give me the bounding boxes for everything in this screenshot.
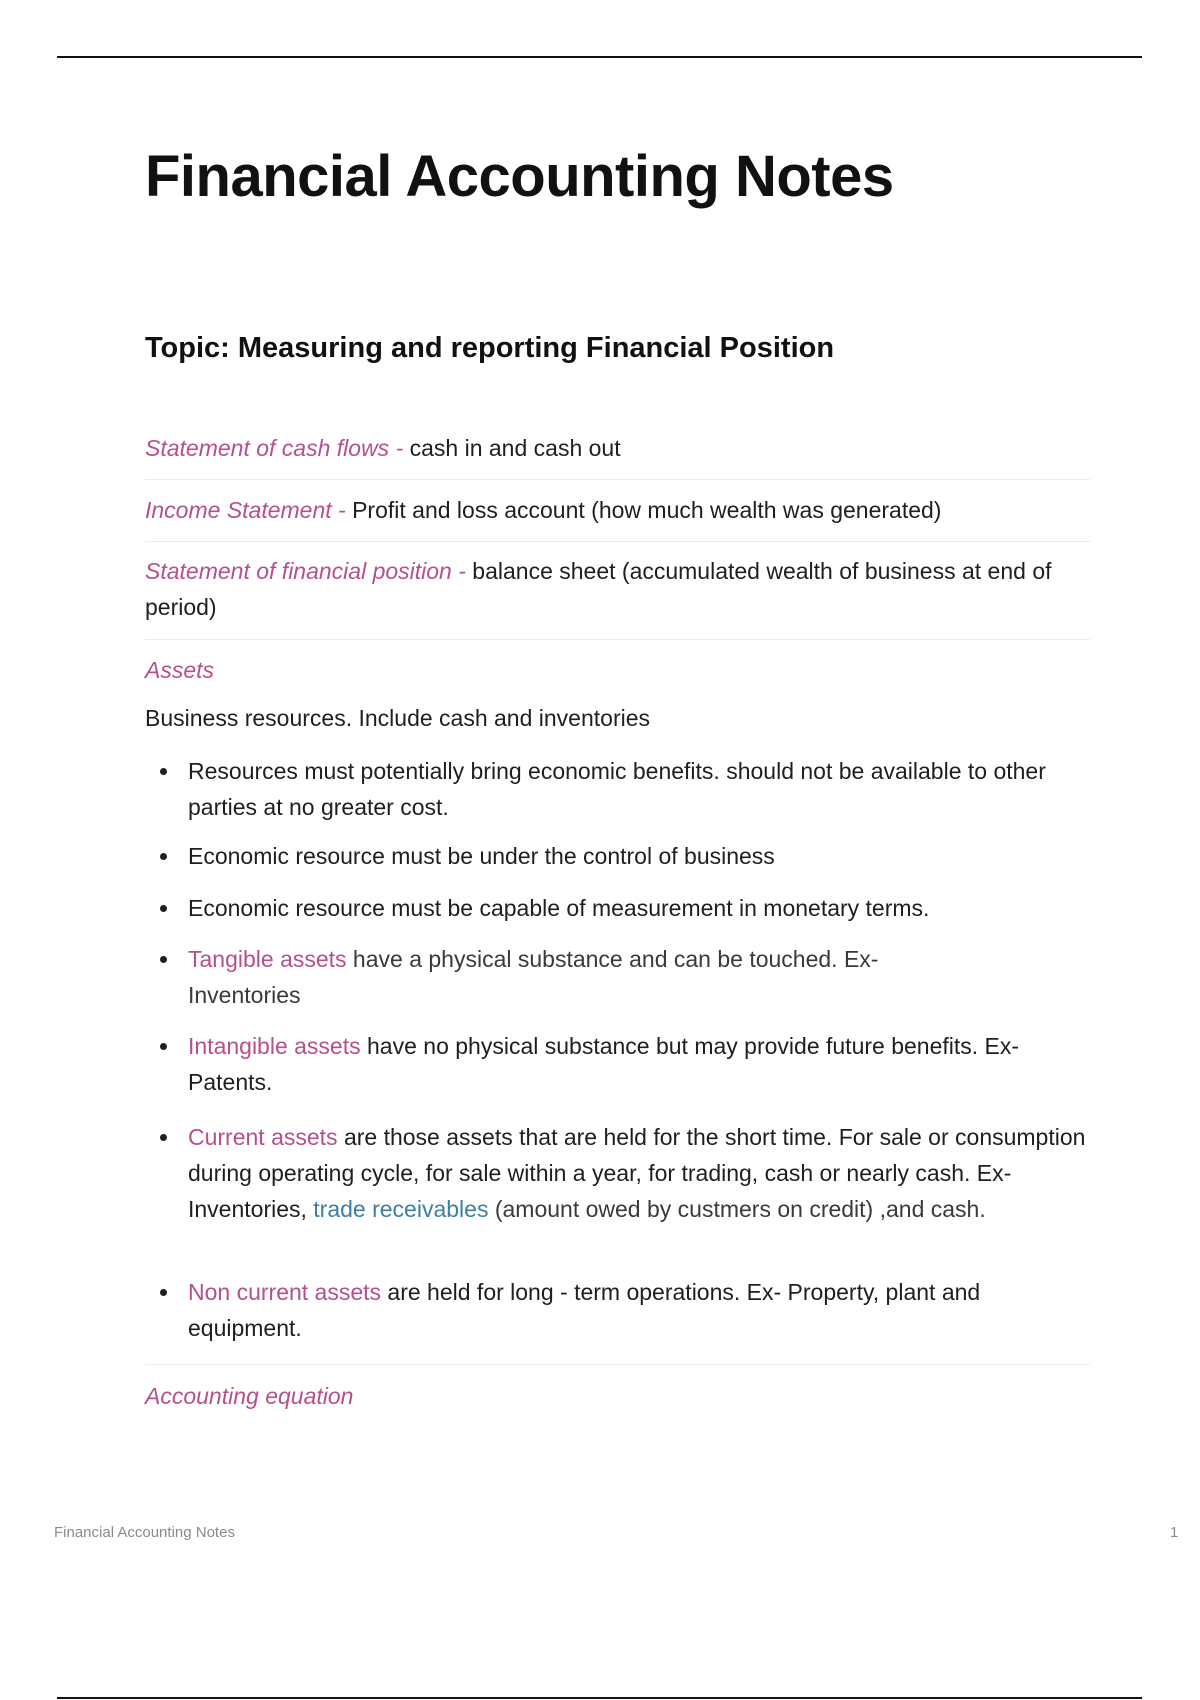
definition-income-statement [145, 492, 1090, 528]
bottom-rule [57, 1697, 1142, 1699]
list-item-text: have a physical substance and can be touched. Ex- Inventories [188, 946, 879, 1008]
definition-cash-flows [145, 430, 1090, 466]
list-item-text: have no physical substance but may provide future benefits. Ex- Patents. [188, 1033, 1020, 1095]
footer-title: Financial Accounting Notes [54, 1524, 235, 1541]
assets-heading: Assets [145, 657, 215, 683]
page-number: 1 [1170, 1524, 1179, 1541]
list-item-text: Economic resource must be capable of measurement in monetary terms. [188, 895, 930, 921]
list-item [145, 1028, 1090, 1100]
list-item [145, 890, 1090, 926]
list-item-text: Economic resource must be under the control of business [188, 843, 775, 869]
definition-text: Profit and loss account (how much wealth was generated) [352, 497, 942, 523]
list-item [145, 1119, 1090, 1227]
accounting-equation-heading: Accounting equation [145, 1383, 354, 1409]
page-title: Financial Accounting Notes [145, 144, 894, 209]
list-item-text: Resources must potentially bring economic benefits. should not be available to other parties at no greater cost. [188, 758, 1046, 820]
list-item [145, 1274, 1090, 1346]
trade-receivables-link[interactable]: trade receivables [313, 1196, 489, 1222]
list-item-term: Tangible assets [188, 946, 347, 972]
list-item-text: are those assets that are held for the short time. For sale or consumption during operating cycle, for sale within a year, for trading, cash or nearly cash. Ex- Inventories, [188, 1124, 1086, 1222]
list-item [145, 838, 1090, 874]
list-item-term: Non current assets [188, 1279, 382, 1305]
definition-financial-position [145, 553, 1090, 625]
list-item [145, 941, 1090, 1013]
definition-term: Statement of cash flows - [145, 435, 410, 461]
divider [145, 541, 1090, 542]
list-item-term: Current assets [188, 1124, 338, 1150]
list-item [145, 753, 1090, 825]
divider [145, 479, 1090, 480]
list-item-text: are held for long - term operations. Ex- Property, plant and equipment. [188, 1279, 981, 1341]
divider [145, 1364, 1090, 1365]
assets-intro: Business resources. Include cash and inventories [145, 705, 651, 731]
list-item-tail: (amount owed by custmers on credit) ,and cash. [488, 1196, 986, 1222]
definition-term: Income Statement - [145, 497, 353, 523]
top-rule [57, 56, 1142, 58]
divider [145, 639, 1090, 640]
list-item-term: Intangible assets [188, 1033, 361, 1059]
definition-text: cash in and cash out [409, 435, 621, 461]
topic-heading: Topic: Measuring and reporting Financial Position [145, 332, 835, 364]
definition-text: balance sheet (accumulated wealth of business at end of period) [145, 558, 1052, 620]
definition-term: Statement of financial position - [145, 558, 473, 584]
